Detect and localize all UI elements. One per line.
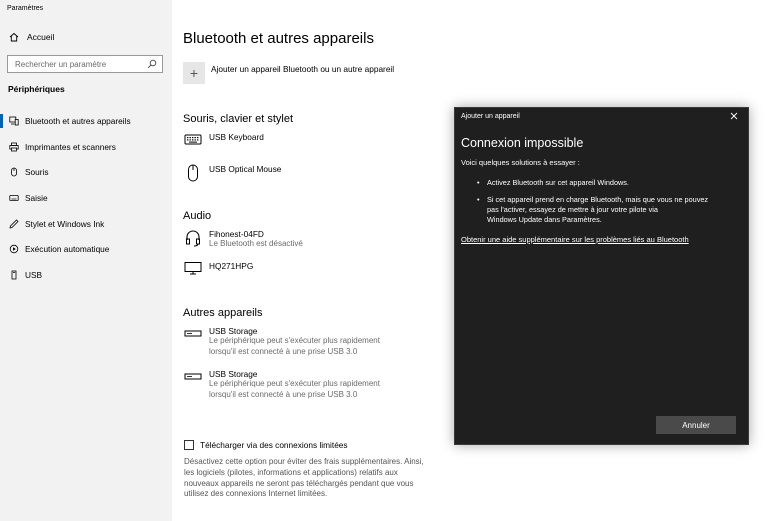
device-status: lorsqu'il est connecté à une prise USB 3.0 (209, 389, 358, 399)
device-status: Le Bluetooth est désactivé (209, 239, 303, 248)
usb-storage-icon (184, 369, 202, 383)
sidebar-item-autoplay[interactable] (0, 236, 172, 262)
autoplay-icon (9, 244, 19, 254)
dialog-heading: Connexion impossible (461, 136, 584, 150)
device-item[interactable] (184, 164, 281, 182)
dialog-intro: Voici quelques solutions à essayer : (461, 158, 580, 167)
device-item[interactable] (184, 261, 253, 275)
sidebar-item-typing[interactable] (0, 185, 172, 211)
search-placeholder: Rechercher un paramètre (15, 59, 107, 69)
device-name: USB Optical Mouse (209, 164, 282, 174)
home-icon (9, 32, 19, 42)
search-icon[interactable] (147, 59, 157, 69)
bluetooth-help-link[interactable]: Obtenir une aide supplémentaire sur les problèmes liés au Bluetooth (461, 235, 689, 244)
dialog-suggestions (477, 178, 732, 232)
sidebar-item-printers[interactable] (0, 134, 172, 160)
bluetooth-devices-icon (9, 116, 19, 126)
page-title: Bluetooth et autres appareils (183, 30, 374, 47)
sidebar-item-label: USB (25, 269, 43, 280)
sidebar-item-label: Souris (25, 167, 49, 178)
device-item[interactable] (184, 369, 380, 400)
device-item[interactable] (184, 132, 264, 146)
metered-help-text (184, 457, 424, 500)
help-line: les logiciels (pilotes, informations et applications) relatifs aux (184, 467, 398, 477)
sidebar-item-bluetooth[interactable] (0, 108, 172, 134)
device-status: Le périphérique peut s'exécuter plus rapidement (209, 379, 380, 388)
search-input[interactable] (7, 55, 163, 73)
app-title: Paramètres (7, 5, 44, 12)
add-device-dialog (454, 107, 749, 445)
monitor-icon (184, 261, 202, 275)
usb-storage-icon (184, 326, 202, 340)
dialog-titlebar (455, 108, 748, 126)
cancel-button[interactable]: Annuler (656, 416, 736, 434)
dialog-title: Ajouter un appareil (461, 113, 520, 120)
home-link[interactable] (9, 32, 54, 42)
section-label: Périphériques (8, 84, 65, 94)
device-status: lorsqu'il est connecté à une prise USB 3.0 (209, 346, 358, 356)
add-device-button[interactable] (183, 62, 394, 84)
help-line: nouveaux appareils ne seront pas téléchargés pendant que vous (184, 478, 414, 488)
help-line: Désactivez cette option pour éviter des frais supplémentaires. Ainsi, (184, 457, 424, 466)
device-item[interactable] (184, 229, 303, 250)
device-item[interactable] (184, 326, 380, 357)
list-item (477, 195, 732, 225)
sidebar-item-pen[interactable] (0, 211, 172, 237)
pen-icon (9, 219, 19, 229)
device-name: HQ271HPG (209, 261, 254, 271)
sidebar-item-label: Saisie (25, 192, 48, 203)
sidebar (0, 0, 172, 521)
add-device-label: Ajouter un appareil Bluetooth ou un autre appareil (211, 63, 395, 74)
close-icon[interactable] (728, 110, 740, 122)
sidebar-item-label: Imprimantes et scanners (25, 141, 116, 152)
keyboard-icon (9, 193, 19, 203)
usb-icon (9, 270, 19, 280)
sidebar-item-label: Bluetooth et autres appareils (25, 115, 131, 126)
device-status: Le périphérique peut s'exécuter plus rapidement (209, 336, 380, 345)
device-name: USB Storage (209, 326, 258, 336)
sidebar-item-usb[interactable] (0, 262, 172, 288)
keyboard-icon (184, 132, 202, 146)
mouse-icon (184, 164, 202, 182)
suggestion-text: Windows Update dans Paramètres. (487, 215, 602, 224)
section-title-input: Souris, clavier et stylet (183, 113, 294, 125)
device-name: USB Storage (209, 369, 258, 379)
headset-icon (184, 229, 202, 247)
suggestion-text: pas l'activer, essayez de mettre à jour votre pilote via (487, 205, 658, 214)
sidebar-nav (0, 108, 172, 288)
metered-checkbox[interactable] (184, 440, 194, 450)
mouse-icon (9, 167, 19, 177)
help-line: utilisez des connexions Internet limitées. (184, 489, 328, 499)
printer-icon (9, 142, 19, 152)
plus-icon: + (183, 62, 205, 84)
sidebar-item-label: Exécution automatique (25, 244, 110, 255)
list-item (477, 178, 732, 188)
device-name: Fihonest-04FD (209, 229, 264, 239)
section-title-audio: Audio (183, 210, 212, 222)
metered-checkbox-label: Télécharger via des connexions limitées (200, 440, 348, 450)
section-title-other: Autres appareils (183, 307, 263, 319)
home-label: Accueil (27, 32, 55, 42)
suggestion-text: • Si cet appareil prend en charge Bluetooth, mais que vous ne pouvez (487, 195, 709, 204)
sidebar-item-mouse[interactable] (0, 159, 172, 185)
sidebar-item-label: Stylet et Windows Ink (25, 218, 105, 229)
suggestion-text: Activez Bluetooth sur cet appareil Windows. (487, 178, 629, 187)
metered-checkbox-row[interactable] (184, 440, 348, 450)
device-name: USB Keyboard (209, 132, 264, 142)
